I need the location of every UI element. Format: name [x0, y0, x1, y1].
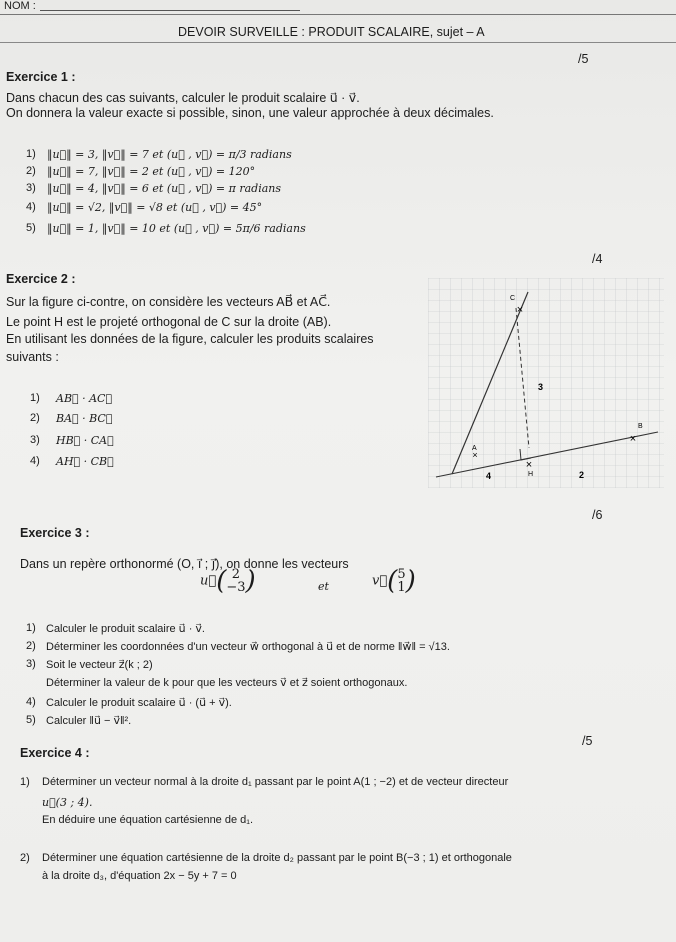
ex3-points: /6	[592, 508, 603, 522]
ex4-q2-line1: Déterminer une équation cartésienne de la droite d₂ passant par le point B(−3 ; 1) et orthogonale	[42, 852, 512, 864]
point-b-cross: ×	[629, 433, 637, 445]
ex4-q2-line2: à la droite d₃, d'équation 2x − 5y + 7 = 0	[42, 870, 237, 882]
point-a-cross: ×	[472, 450, 478, 460]
point-h-cross: ×	[525, 459, 533, 471]
ex3-intro: Dans un repère orthonormé (O, i⃗ ; j⃗), on donne les vecteurs	[20, 557, 349, 571]
ex1-item-1: ‖u⃗‖ = 3, ‖v⃗‖ = 7 et (u⃗ , v⃗) = π/3 radians	[47, 148, 292, 161]
ex3-item-2-num: 2)	[26, 640, 36, 652]
ex1-item-4: ‖u⃗‖ = √2, ‖v⃗‖ = √8 et (u⃗ , v⃗) = 45°	[47, 201, 263, 214]
ex4-q1-num: 1)	[20, 776, 30, 788]
ex2-item-1-num: 1)	[30, 392, 40, 404]
label-h: H	[528, 471, 534, 478]
ex3-title: Exercice 3 :	[20, 526, 90, 540]
ex1-intro: Dans chacun des cas suivants, calculer le produit scalaire u⃗ · v⃗.	[6, 91, 360, 105]
point-c-cross: ×	[516, 304, 524, 316]
ex1-item-3: ‖u⃗‖ = 4, ‖v⃗‖ = 6 et (u⃗ , v⃗) = π radians	[47, 182, 282, 195]
ex2-item-2-num: 2)	[30, 412, 40, 424]
header-divider	[0, 14, 676, 15]
ex3-item-5: Calculer ‖u⃗ − v⃗‖².	[46, 715, 132, 727]
ex1-item-5: ‖u⃗‖ = 1, ‖v⃗‖ = 10 et (u⃗ , v⃗) = 5π/6 radians	[47, 222, 306, 235]
vector-v: v⃗( 5 1 )	[372, 566, 416, 596]
ex2-item-4-num: 4)	[30, 455, 40, 467]
ex2-item-3-num: 3)	[30, 434, 40, 446]
ex4-q2-num: 2)	[20, 852, 30, 864]
ex1-points: /5	[578, 52, 589, 66]
ex2-item-2: BA⃗ · BC⃗	[56, 412, 113, 425]
ex2-intro2: Le point H est le projeté orthogonal de C sur la droite (AB).	[6, 315, 332, 329]
ex3-item-3-num: 3)	[26, 658, 36, 670]
ex1-title: Exercice 1 :	[6, 70, 76, 84]
ex4-q1-line2: u⃗(3 ; 4).	[42, 796, 93, 809]
ex3-item-5-num: 5)	[26, 714, 36, 726]
figure-grid	[428, 278, 664, 488]
ex2-points: /4	[592, 252, 603, 266]
ex3-item-4: Calculer le produit scalaire u⃗ · (u⃗ + v⃗).	[46, 697, 232, 709]
ex4-title: Exercice 4 :	[20, 746, 90, 760]
ex2-figure	[428, 278, 664, 488]
nom-line	[40, 10, 300, 11]
ex4-q1-line1: Déterminer un vecteur normal à la droite d₁ passant par le point A(1 ; −2) et de vecteur directeur	[42, 776, 509, 788]
ex1-item-1-num: 1)	[26, 148, 36, 160]
ex3-item-1-num: 1)	[26, 622, 36, 634]
ex4-q1-line3: En déduire une équation cartésienne de d₁.	[42, 814, 254, 826]
ex1-intro2: On donnera la valeur exacte si possible, sinon, une valeur approchée à deux décimales.	[6, 106, 494, 120]
nom-label: NOM :	[4, 0, 36, 12]
vector-v-x: 5	[397, 567, 406, 582]
ex2-item-1: AB⃗ · AC⃗	[56, 392, 113, 405]
ex3-item-1: Calculer le produit scalaire u⃗ · v⃗.	[46, 623, 205, 635]
ex4-points: /5	[582, 734, 593, 748]
ex3-item-3b: Déterminer la valeur de k pour que les vecteurs v⃗ et z⃗ soient orthogonaux.	[46, 677, 408, 689]
ex1-item-5-num: 5)	[26, 222, 36, 234]
ex2-title: Exercice 2 :	[6, 272, 76, 286]
label-c: C	[510, 295, 516, 302]
vector-v-label: v⃗	[372, 573, 388, 589]
ex2-intro4: suivants :	[6, 350, 59, 364]
label-a: A	[472, 445, 477, 452]
ex1-item-2: ‖u⃗‖ = 7, ‖v⃗‖ = 2 et (u⃗ , v⃗) = 120°	[47, 165, 256, 178]
vector-u-x: 2	[231, 567, 241, 582]
ex2-item-4: AH⃗ · CB⃗	[56, 455, 114, 468]
len-ah: 4	[486, 471, 492, 481]
len-hb: 2	[579, 470, 585, 480]
ex1-item-3-num: 3)	[26, 182, 36, 194]
ex2-intro3: En utilisant les données de la figure, calculer les produits scalaires	[6, 332, 374, 346]
ex3-item-4-num: 4)	[26, 696, 36, 708]
page-title: DEVOIR SURVEILLE : PRODUIT SCALAIRE, sujet – A	[178, 25, 485, 39]
title-divider	[0, 42, 676, 43]
vector-u-y: −3	[226, 580, 246, 595]
et-label: et	[318, 580, 329, 593]
vector-u: u⃗( 2 −3 )	[200, 566, 256, 596]
len-ch: 3	[538, 382, 544, 392]
ex3-item-2: Déterminer les coordonnées d'un vecteur w⃗ orthogonal à u⃗ et de norme ‖w⃗‖ = √13.	[46, 641, 450, 653]
ex1-item-4-num: 4)	[26, 201, 36, 213]
ex2-item-3: HB⃗ · CA⃗	[56, 434, 114, 447]
vector-u-label: u⃗	[200, 573, 217, 589]
label-b: B	[638, 423, 643, 430]
ex3-item-3: Soit le vecteur z⃗(k ; 2)	[46, 659, 153, 671]
vector-v-y: 1	[397, 580, 406, 595]
ex1-item-2-num: 2)	[26, 165, 36, 177]
ex2-intro: Sur la figure ci-contre, on considère les vecteurs AB⃗ et AC⃗.	[6, 295, 331, 309]
